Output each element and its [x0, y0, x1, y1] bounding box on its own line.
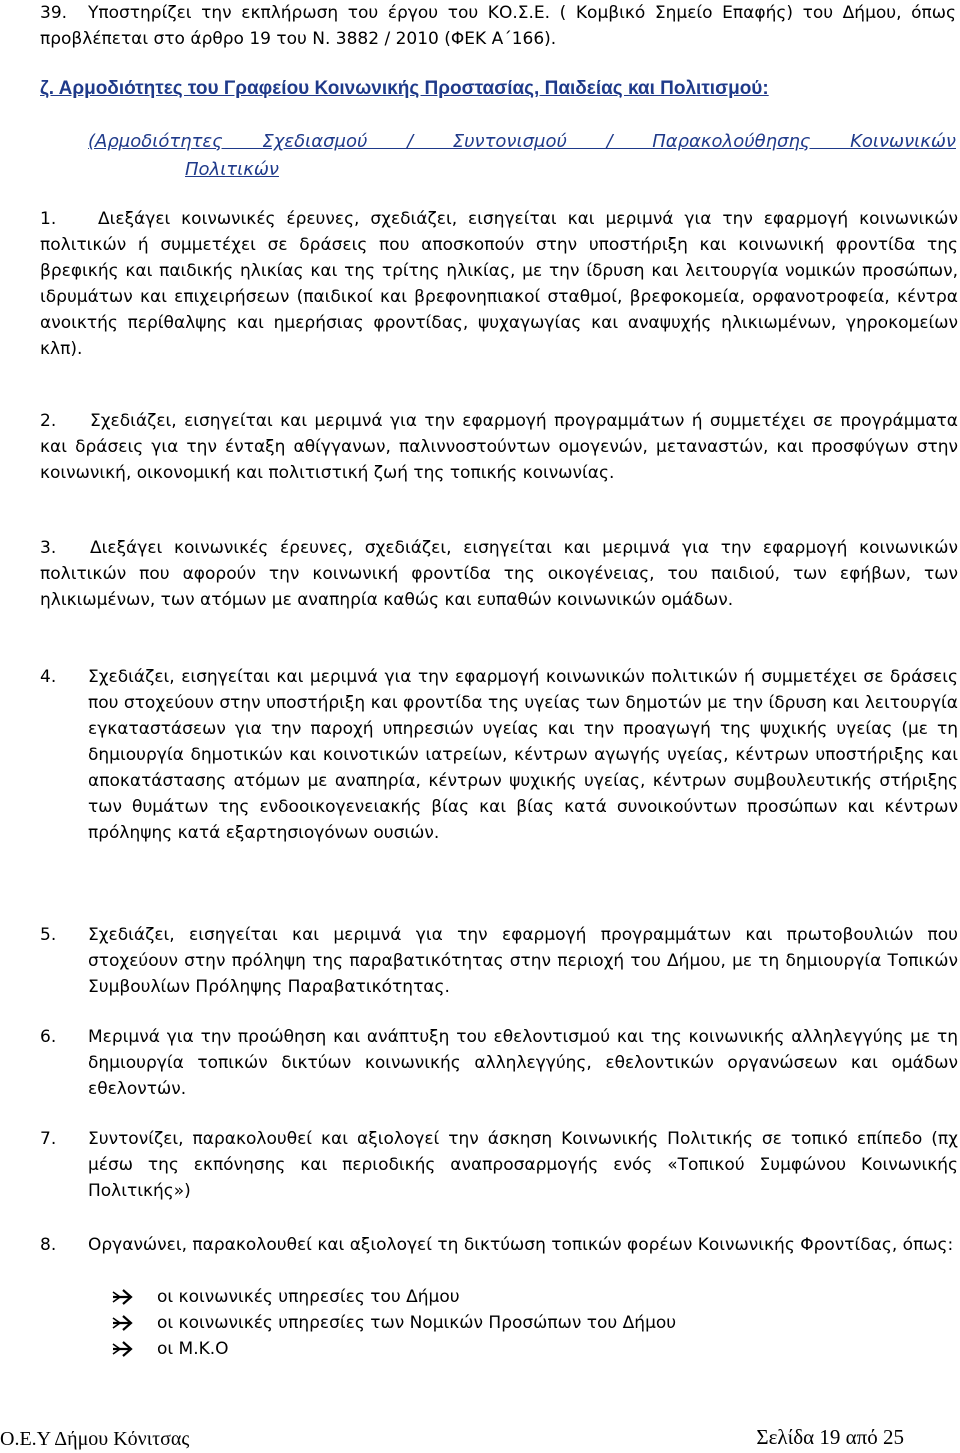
- bullet-item: [112, 1310, 952, 1336]
- item-text: Διεξάγει κοινωνικές έρευνες, σχεδιάζει, εισηγείται και μεριμνά για την εφαρμογή κοινωνικών πολιτικών που αφορούν την κοινωνική φροντίδα της οικογένειας, του παιδιού, των εφήβων, των ηλικιωμένων, των ατόμων με αναπηρία καθώς και ευπαθών κοινωνικών ομάδων.: [40, 538, 958, 610]
- item-number: 7.: [40, 1129, 57, 1149]
- item-text: Μεριμνά για την προώθηση και ανάπτυξη του εθελοντισμού και της κοινωνικής αλληλεγγύης με τη δημιουργία τοπικών δικτύων κοινωνικής αλληλεγγύης, εθελοντικών οργανώσεων και ομάδων εθελοντών.: [88, 1027, 958, 1099]
- section-subheading: (Αρμοδιότητες Σχεδιασμού / Συντονισμού / Παρακολούθησης Κοινωνικών: [88, 131, 956, 152]
- item-text: Υποστηρίζει την εκπλήρωση του έργου του ΚΟ.Σ.Ε. ( Κομβικό Σημείο Επαφής) του Δήμου, όπως προβλέπεται στο άρθρο 19 του Ν. 3882 / 2010 (ΦΕΚ Α΄166).: [40, 3, 956, 49]
- list-item-39: [40, 0, 956, 52]
- list-item-2: [40, 408, 958, 486]
- item-text: Διεξάγει κοινωνικές έρευνες, σχεδιάζει, εισηγείται και μεριμνά για την εφαρμογή κοινωνικών πολιτικών ή συμμετέχει σε δράσεις που αποσκοπούν στην υποστήριξη και κοινωνική φροντίδα της βρεφικής και παιδικής ηλικίας και της τρίτης ηλικίας, με την ίδρυση και λειτουργία νομικών προσώπων, ιδρυμάτων και επιχειρήσεων (παιδικοί και βρεφονηπιακοί σταθμοί, βρεφοκομεία, ορφανοτροφεία, κέντρα ανοικτής περίθαλψης και ημερήσιας φροντίδας, ψυχαγωγίας και αναψυχής ηλικιωμένων, γηροκομείων κλπ).: [40, 209, 958, 359]
- item-number: 5.: [40, 925, 57, 945]
- item-text: Σχεδιάζει, εισηγείται και μεριμνά για την εφαρμογή κοινωνικών πολιτικών ή συμμετέχει σε δράσεις που στοχεύουν στην υποστήριξη και φροντίδα της υγείας των δημοτών με την ίδρυση και λειτουργία εγκαταστάσεων για την παροχή υπηρεσιών υγείας και την προαγωγή της ψυχικής υγείας (με τη δημιουργία δημοτικών και κοινοτικών ιατρείων, κέντρων αγωγής υγείας, κέντρων υποστήριξης και αποκατάστασης ατόμων με αναπηρία, κέντρων ψυχικής υγείας, κέντρων συμβουλευτικής στήριξης των θυμάτων της ενδοοικογενειακής βίας και βίας κατά συνοικούντων προσώπων και κέντρων πρόληψης κατά εξαρτησιογόνων ουσιών.: [88, 667, 958, 843]
- list-item-3: [40, 535, 958, 613]
- item-number: 6.: [40, 1027, 57, 1047]
- bullet-text: οι κοινωνικές υπηρεσίες του Δήμου: [157, 1287, 460, 1307]
- section-subheading-continued: Πολιτικών: [185, 159, 279, 180]
- list-item-8: [40, 1232, 958, 1258]
- item-number: 3.: [40, 538, 57, 558]
- footer-organization: Ο.Ε.Υ Δήμου Κόνιτσας: [0, 1428, 190, 1450]
- item-number: 8.: [40, 1235, 57, 1255]
- arrow-bullet-icon: [112, 1340, 134, 1358]
- item-text: Σχεδιάζει, εισηγείται και μεριμνά για την εφαρμογή προγραμμάτων ή συμμετέχει σε προγράμματα και δράσεις για την ένταξη αθίγγανων, παλιννοστούντων ομογενών, μεταναστών, και προσφύγων στην κοινωνική, οικονομική και πολιτιστική ζωή της τοπικής κοινωνίας.: [40, 411, 958, 483]
- list-item-6: [40, 1024, 958, 1102]
- list-item-1: [40, 206, 958, 362]
- item-number: 2.: [40, 411, 57, 431]
- bullet-list: [112, 1284, 952, 1362]
- footer-page-number: Σελίδα 19 από 25: [756, 1425, 904, 1449]
- bullet-item: [112, 1284, 952, 1310]
- section-heading: ζ. Αρμοδιότητες του Γραφείου Κοινωνικής Προστασίας, Παιδείας και Πολιτισμού:: [40, 78, 769, 99]
- list-item-7: [40, 1126, 958, 1204]
- item-number: 1.: [40, 209, 57, 229]
- list-item-5: [40, 922, 958, 1000]
- arrow-bullet-icon: [112, 1314, 134, 1332]
- list-item-4: [40, 664, 958, 846]
- item-text: Σχεδιάζει, εισηγείται και μεριμνά για την εφαρμογή προγραμμάτων και πρωτοβουλιών που στοχεύουν στην πρόληψη της παραβατικότητας στην περιοχή του Δήμου, με τη δημιουργία Τοπικών Συμβουλίων Πρόληψης Παραβατικότητας.: [88, 925, 958, 997]
- item-number: 4.: [40, 667, 57, 687]
- bullet-text: οι κοινωνικές υπηρεσίες των Νομικών Προσώπων του Δήμου: [157, 1313, 677, 1333]
- arrow-bullet-icon: [112, 1288, 134, 1306]
- bullet-item: [112, 1336, 952, 1362]
- item-number: 39.: [40, 3, 68, 23]
- item-text: Οργανώνει, παρακολουθεί και αξιολογεί τη δικτύωση τοπικών φορέων Κοινωνικής Φροντίδας, όπως:: [88, 1235, 954, 1255]
- bullet-text: οι Μ.Κ.Ο: [157, 1339, 229, 1359]
- item-text: Συντονίζει, παρακολουθεί και αξιολογεί την άσκηση Κοινωνικής Πολιτικής σε τοπικό επίπεδο (πχ μέσω της εκπόνησης και περιοδικής αναπροσαρμογής ενός «Τοπικού Συμφώνου Κοινωνικής Πολιτικής»): [88, 1129, 958, 1201]
